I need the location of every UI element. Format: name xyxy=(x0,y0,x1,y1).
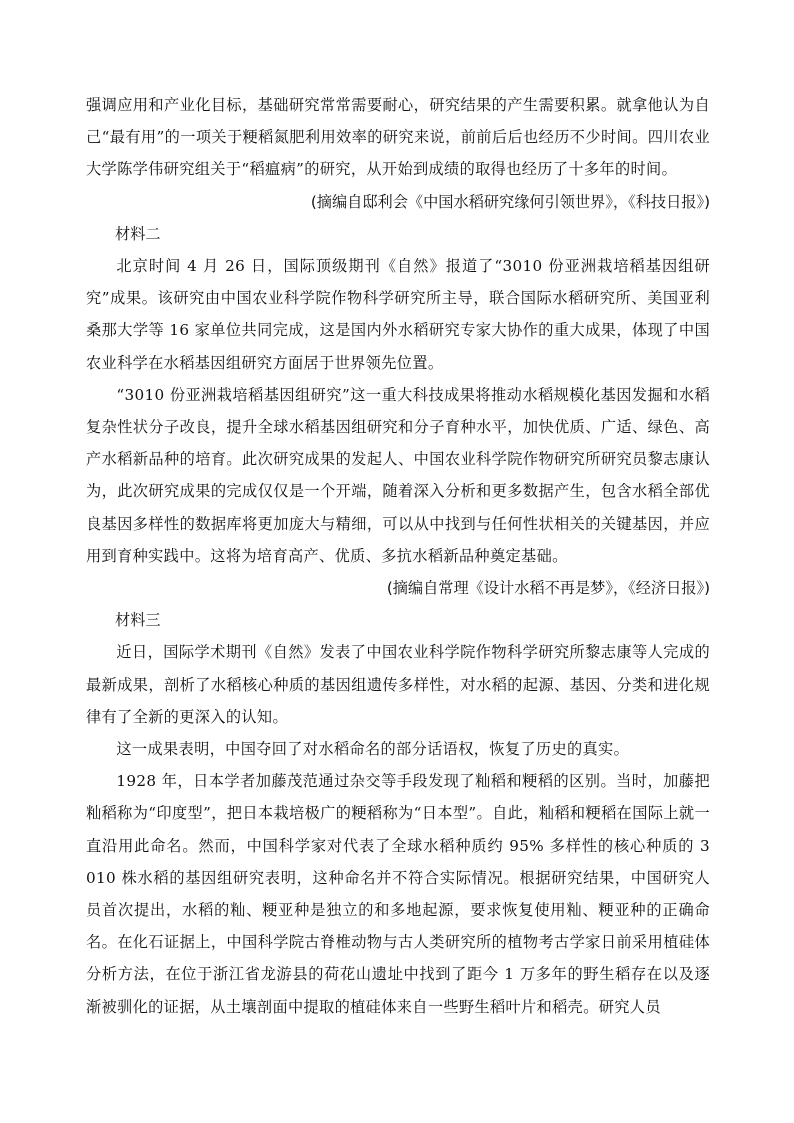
document-page xyxy=(86,89,710,1023)
material-three-paragraph-2: 这一成果表明，中国夺回了对水稻命名的部分话语权，恢复了历史的真实。 xyxy=(116,740,630,759)
material-two-paragraph-2: “3010 份亚洲栽培稻基因组研究”这一重大科技成果将推动水稻规模化基因发掘和水稻复杂性状分子改良，提升全球水稻基因组研究和分子育种水平，加快优质、广适、绿色、高产水稻新品种的培育。此次研究成果的发起人、中国农业科学院作物研究所研究员黎志康认为，此次研究成果的完成仅仅是一个开端，随着深入分析和更多数据产生，包含水稻全部优良基因多样性的数据库将更加庞大与精细，可以从中找到与任何性状相关的关键基因，并应用到育种实践中。这将为培育高产、优质、多抗水稻新品种奠定基础。 xyxy=(86,385,710,565)
material-three-paragraph-1: 近日，国际学术期刊《自然》发表了中国农业科学院作物科学研究所黎志康等人完成的最新成果，剖析了水稻核心种质的基因组遗传多样性，对水稻的起源、基因、分类和进化规律有了全新的更深入的认知。 xyxy=(86,643,710,726)
material-one-continuation: 强调应用和产业化目标，基础研究常常需要耐心，研究结果的产生需要积累。就拿他认为自己“最有用”的一项关于粳稻氮肥利用效率的研究来说，前前后后也经历不少时间。四川农业大学陈学伟研究组关于“稻瘟病”的研究，从开始到成绩的取得也经历了十多年的时间。 xyxy=(86,96,710,179)
material-two-source: (摘编自常理《设计水稻不再是梦》，《经济日报》) xyxy=(386,579,710,598)
material-one-source: (摘编自邸利会《中国水稻研究缘何引领世界》，《科技日报》) xyxy=(310,192,710,211)
material-two-paragraph-1: 北京时间 4 月 26 日，国际顶级期刊《自然》报道了“3010 份亚洲栽培稻基因组研究”成果。该研究由中国农业科学院作物科学研究所主导，联合国际水稻研究所、美国亚利桑那大学等 16 家单位共同完成，这是国内外水稻研究专家大协作的重大成果，体现了中国农业科学在水稻基因组研究方面居于世界领先位置。 xyxy=(86,257,710,372)
material-two-heading: 材料二 xyxy=(115,224,161,243)
material-three-heading: 材料三 xyxy=(115,611,161,630)
material-three-paragraph-3: 1928 年，日本学者加藤茂范通过杂交等手段发现了籼稻和粳稻的区别。当时，加藤把籼稻称为“印度型”，把日本栽培极广的粳稻称为“日本型”。自此，籼稻和粳稻在国际上就一直沿用此命名。然而，中国科学家对代表了全球水稻种质约 95% 多样性的核心种质的 3 010 株水稻的基因组研究表明，这种命名并不符合实际情况。根据研究结果，中国研究人员首次提出，水稻的籼、粳亚种是独立的和多地起源，要求恢复使用籼、粳亚种的正确命名。在化石证据上，中国科学院古脊椎动物与古人类研究所的植物考古学家日前采用植硅体分析方法，在位于浙江省龙游县的荷花山遗址中找到了距今 1 万多年的野生稻存在以及逐渐被驯化的证据，从土壤剖面中提取的植硅体来自一些野生稻叶片和稻壳。研究人员 xyxy=(86,772,710,1016)
